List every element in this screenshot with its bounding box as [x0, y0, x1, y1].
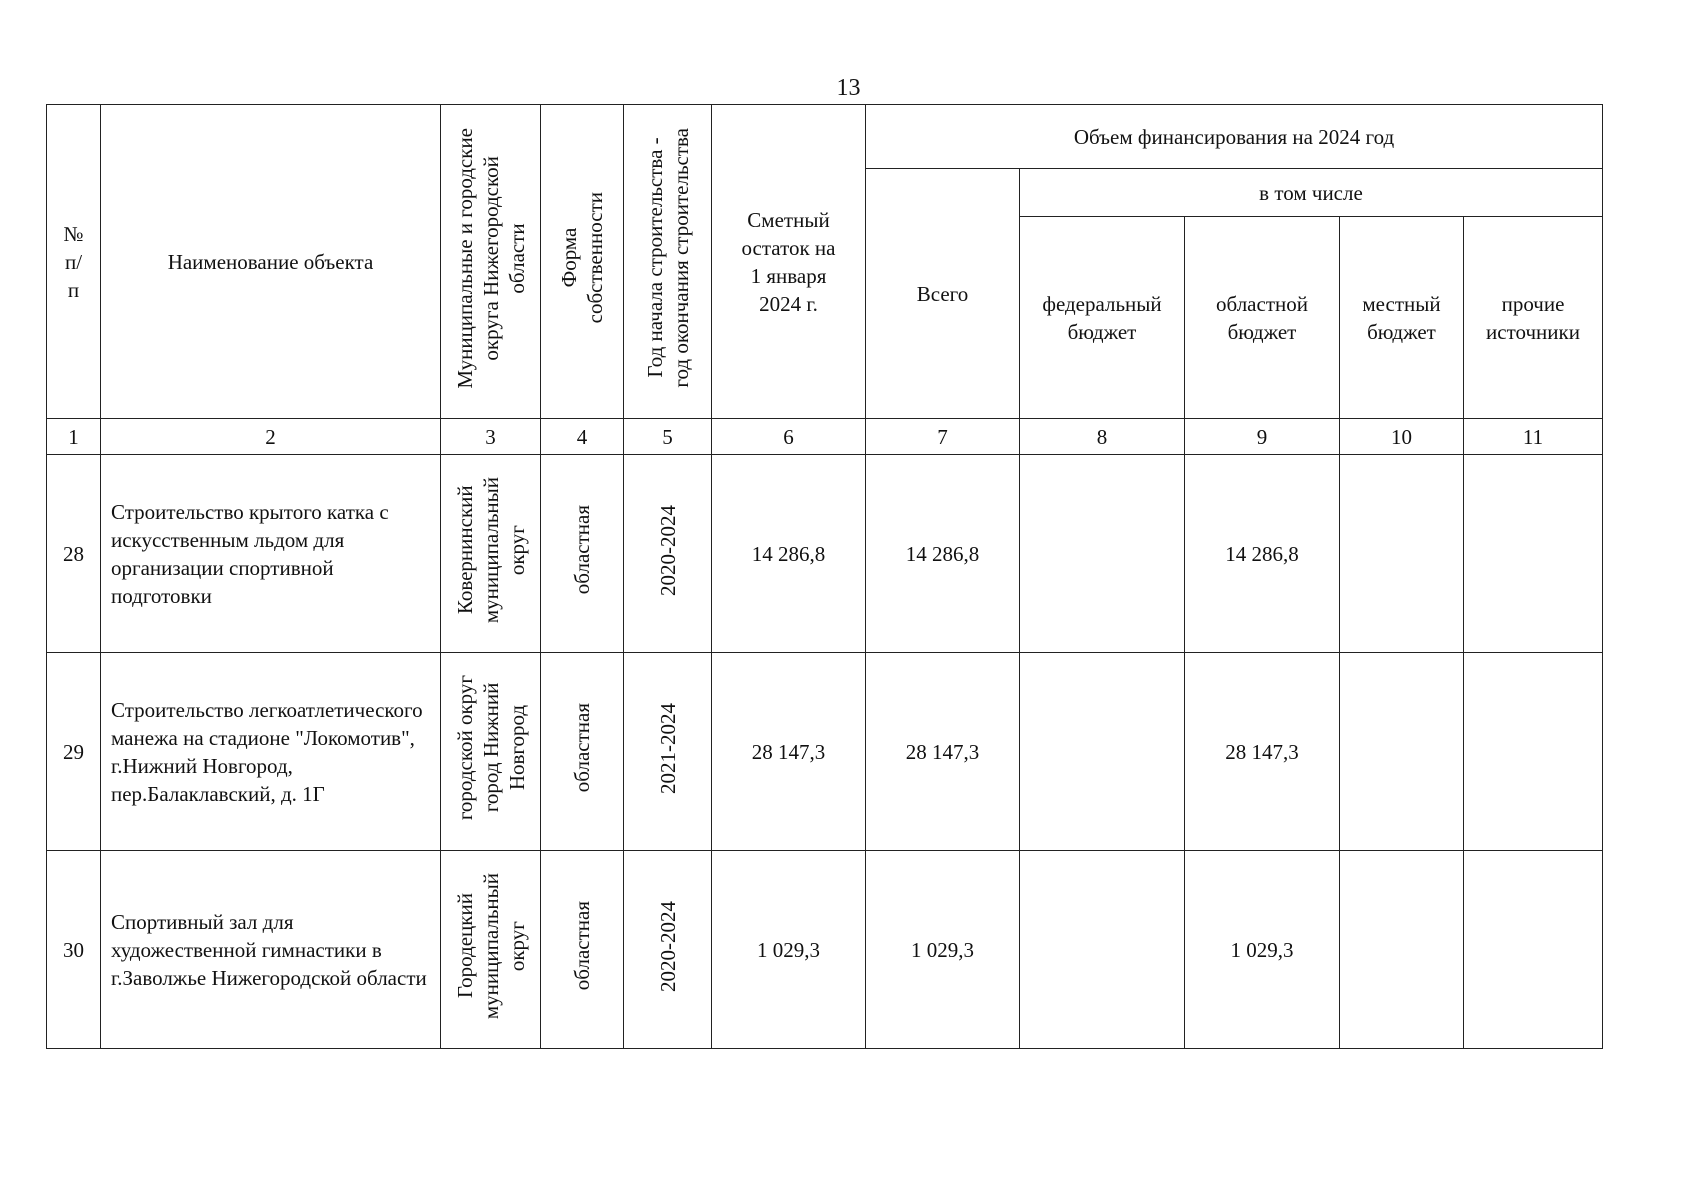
- row-number: 28: [47, 455, 101, 653]
- header-col-name: Наименование объекта: [101, 105, 441, 419]
- header-col-estimate: Сметный остаток на 1 января 2024 г.: [712, 105, 866, 419]
- construction-years: 2020-2024: [655, 900, 680, 992]
- header-col-ownership: Форма собственности: [541, 105, 624, 419]
- total-funding: 14 286,8: [866, 455, 1020, 653]
- column-number: 6: [712, 419, 866, 455]
- other-sources: [1464, 455, 1603, 653]
- header-col-federal: федеральный бюджет: [1020, 217, 1185, 419]
- column-number: 5: [624, 419, 712, 455]
- column-number: 7: [866, 419, 1020, 455]
- header-row-1: [47, 105, 1603, 169]
- column-number: 1: [47, 419, 101, 455]
- column-number: 10: [1340, 419, 1464, 455]
- years-cell: [624, 851, 712, 1049]
- other-sources: [1464, 653, 1603, 851]
- estimate-balance: 1 029,3: [712, 851, 866, 1049]
- object-name: Строительство крытого катка с искусственным льдом для организации спортивной подготовки: [101, 455, 441, 653]
- district-name: Ковернинский муниципальный округ: [452, 476, 529, 624]
- object-name: Строительство легкоатлетического манежа на стадионе "Локомотив", г.Нижний Новгород, пер.Балаклавский, д. 1Г: [101, 653, 441, 851]
- column-number: 2: [101, 419, 441, 455]
- header-col-years: Год начала строительства - год окончания строительства: [624, 105, 712, 419]
- table-row: [47, 653, 1603, 851]
- total-funding: 28 147,3: [866, 653, 1020, 851]
- header-col-district: Муниципальные и городские округа Нижегородской области: [441, 105, 541, 419]
- column-number: 11: [1464, 419, 1603, 455]
- regional-budget: 1 029,3: [1185, 851, 1340, 1049]
- header-funding-group: Объем финансирования на 2024 год: [866, 105, 1603, 169]
- district-cell: [441, 851, 541, 1049]
- header-including-group: в том числе: [1020, 169, 1603, 217]
- ownership-cell: [541, 851, 624, 1049]
- object-name: Спортивный зал для художественной гимнастики в г.Заволжье Нижегородской области: [101, 851, 441, 1049]
- estimate-balance: 14 286,8: [712, 455, 866, 653]
- other-sources: [1464, 851, 1603, 1049]
- header-col-total: Всего: [866, 169, 1020, 419]
- years-cell: [624, 455, 712, 653]
- local-budget: [1340, 455, 1464, 653]
- total-funding: 1 029,3: [866, 851, 1020, 1049]
- district-cell: [441, 455, 541, 653]
- column-number: 9: [1185, 419, 1340, 455]
- financing-table: [46, 104, 1603, 1049]
- header-col-regional: областной бюджет: [1185, 217, 1340, 419]
- header-col-other: прочие источники: [1464, 217, 1603, 419]
- row-number: 29: [47, 653, 101, 851]
- federal-budget: [1020, 653, 1185, 851]
- district-name: Городецкий муниципальный округ: [452, 872, 529, 1020]
- column-number: 8: [1020, 419, 1185, 455]
- column-numbers-row: [47, 419, 1603, 455]
- years-cell: [624, 653, 712, 851]
- column-number: 4: [541, 419, 624, 455]
- header-col-number: № п/ п: [47, 105, 101, 419]
- column-number: 3: [441, 419, 541, 455]
- local-budget: [1340, 851, 1464, 1049]
- regional-budget: 14 286,8: [1185, 455, 1340, 653]
- table-row: [47, 851, 1603, 1049]
- ownership-form: областная: [570, 703, 594, 793]
- header-col-local: местный бюджет: [1340, 217, 1464, 419]
- construction-years: 2021-2024: [655, 702, 680, 794]
- district-cell: [441, 653, 541, 851]
- regional-budget: 28 147,3: [1185, 653, 1340, 851]
- local-budget: [1340, 653, 1464, 851]
- ownership-cell: [541, 455, 624, 653]
- ownership-form: областная: [570, 901, 594, 991]
- district-name: городской округ город Нижний Новгород: [452, 675, 529, 821]
- estimate-balance: 28 147,3: [712, 653, 866, 851]
- federal-budget: [1020, 455, 1185, 653]
- construction-years: 2020-2024: [655, 504, 680, 596]
- page-number: 13: [836, 75, 861, 101]
- row-number: 30: [47, 851, 101, 1049]
- ownership-form: областная: [570, 505, 594, 595]
- ownership-cell: [541, 653, 624, 851]
- federal-budget: [1020, 851, 1185, 1049]
- table-row: [47, 455, 1603, 653]
